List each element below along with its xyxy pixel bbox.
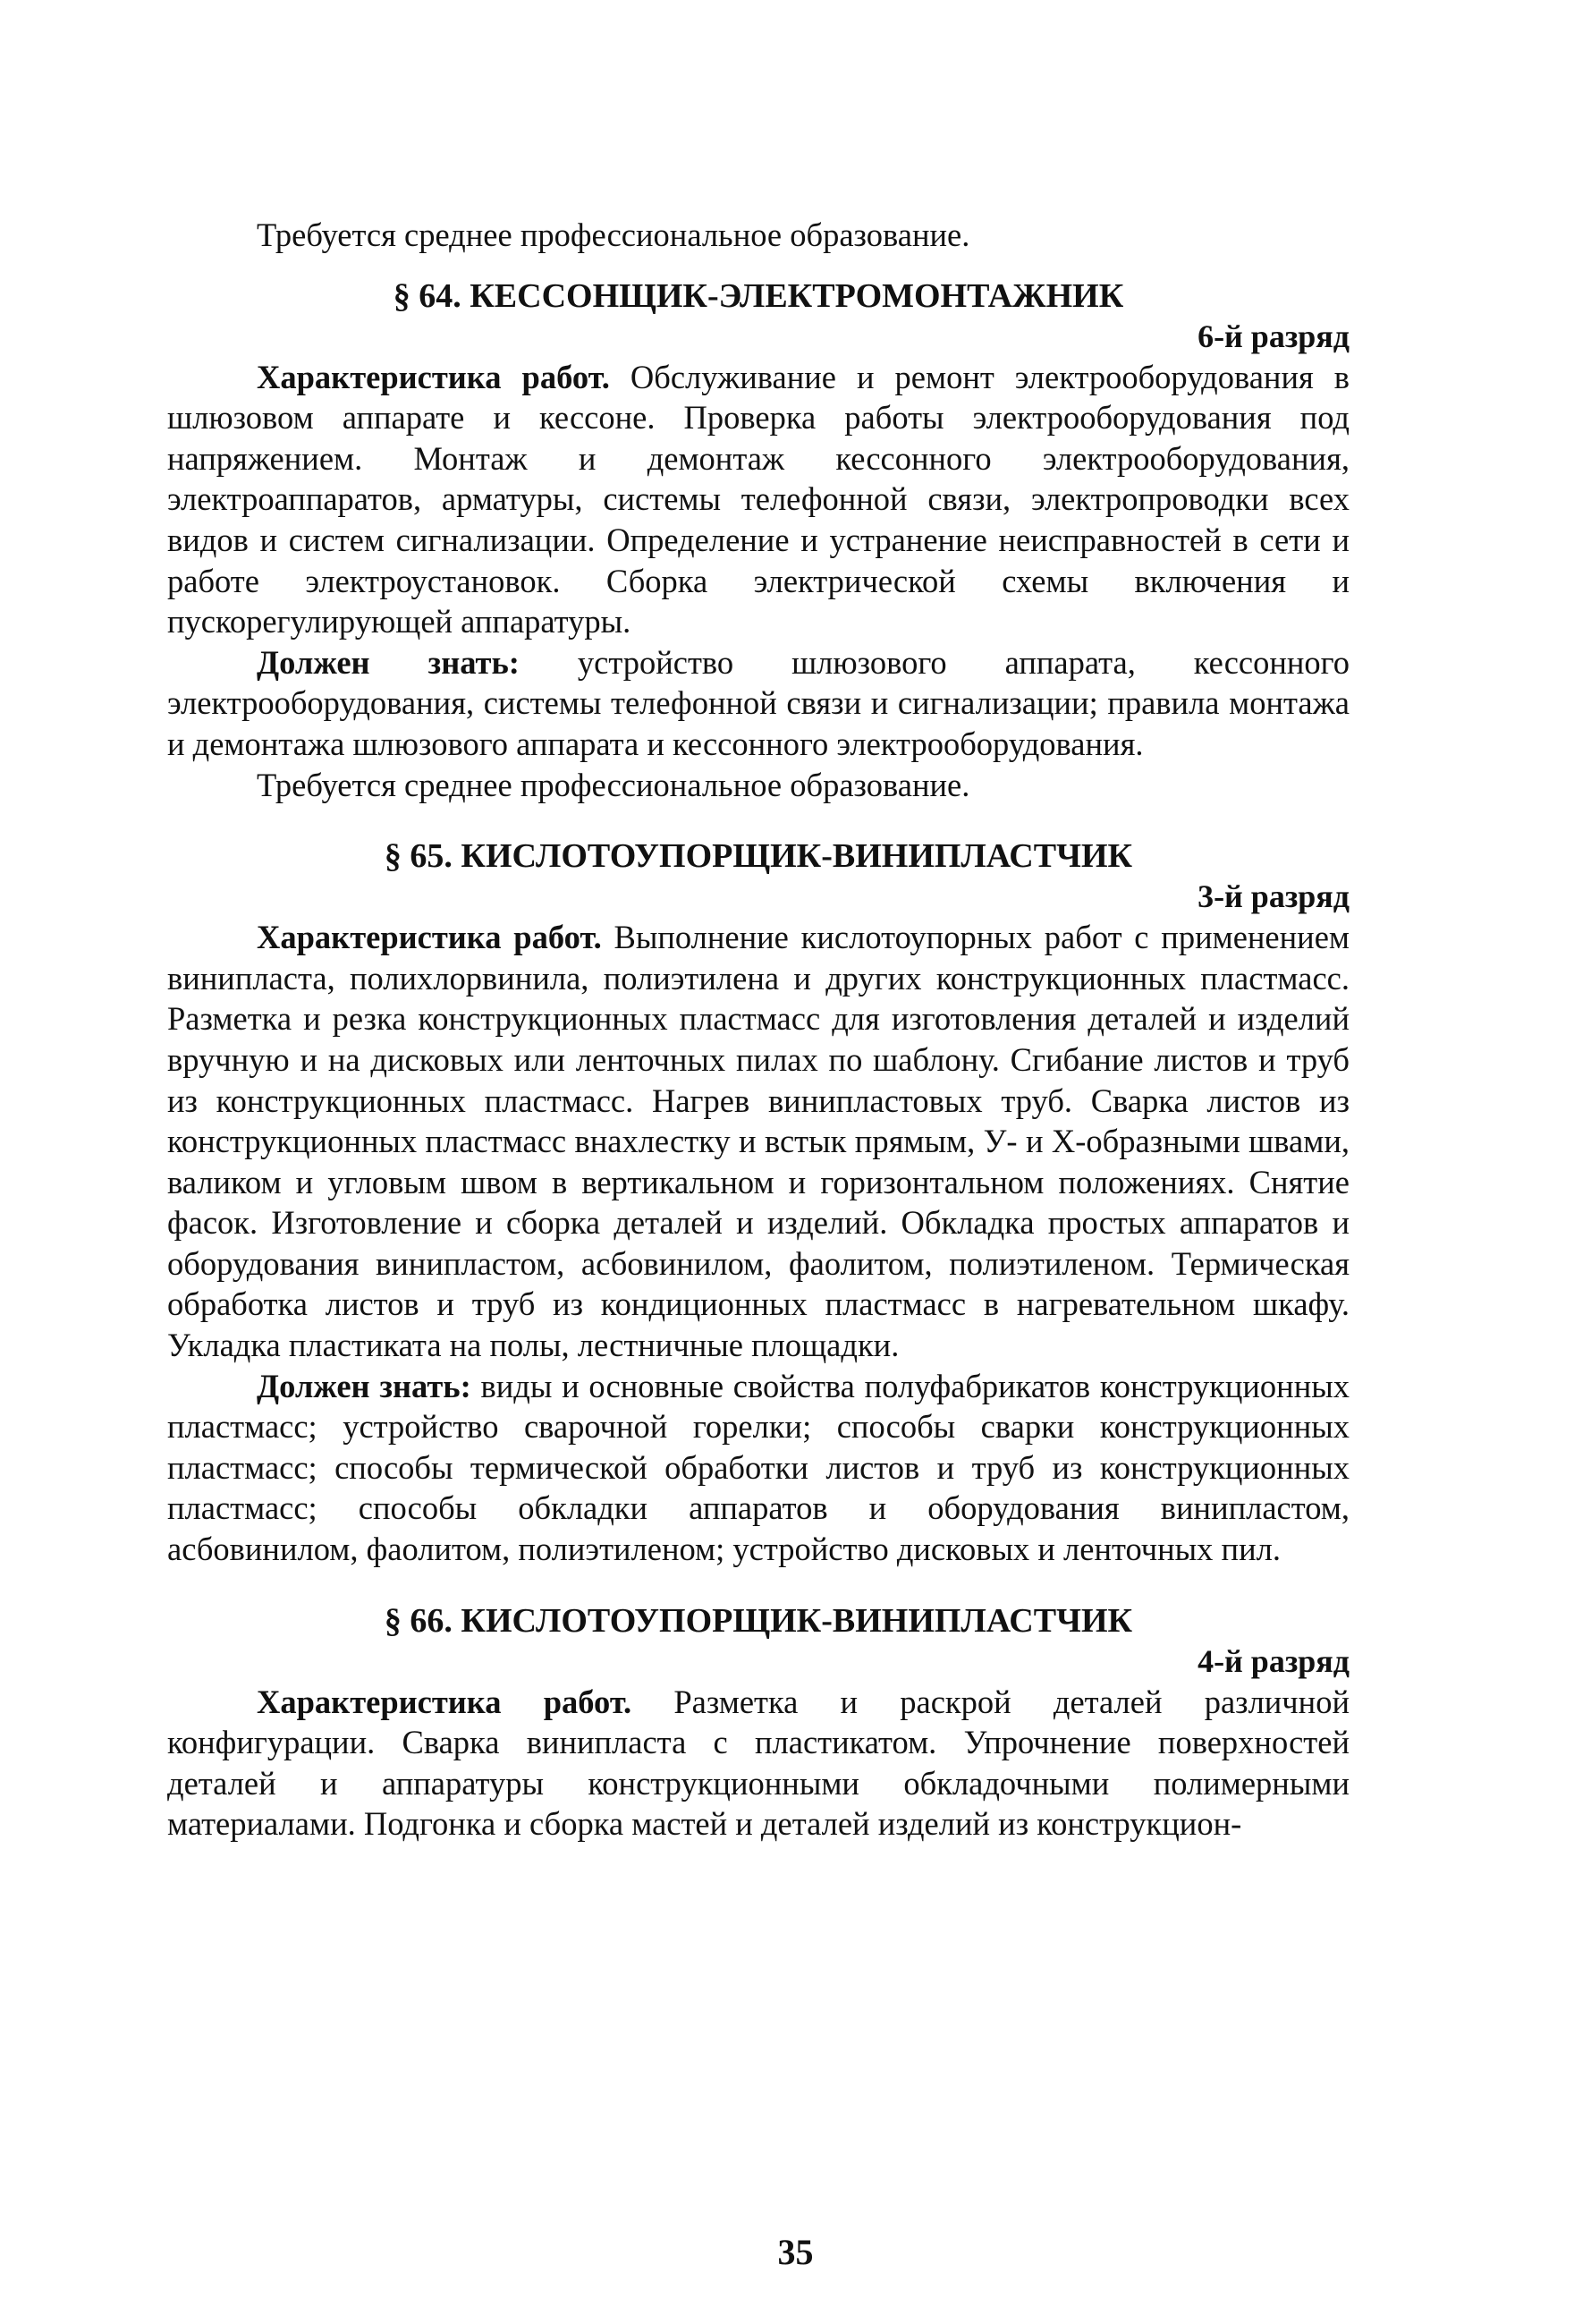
section-title: § 64. КЕССОНЩИК-ЭЛЕКТРОМОНТАЖНИК [393, 276, 1124, 315]
section-title: § 65. КИСЛОТОУПОРЩИК-ВИНИПЛАСТЧИК [384, 837, 1133, 876]
section-66 [167, 1600, 1350, 1845]
section-64 [167, 276, 1350, 806]
section-title: § 66. КИСЛОТОУПОРЩИК-ВИНИПЛАСТЧИК [384, 1601, 1133, 1640]
characteristics-label: Характеристика работ. [257, 358, 610, 395]
education-requirement: Требуется среднее профессиональное образование. [257, 766, 970, 803]
section-65 [167, 835, 1350, 1570]
must-know-label: Должен знать: [257, 1367, 471, 1404]
work-characteristics [167, 1682, 1350, 1845]
grade-label: 4-й разряд [1197, 1642, 1350, 1679]
intro-requirement: Требуется среднее профессиональное образование. [257, 216, 970, 253]
characteristics-label: Характеристика работ. [257, 919, 602, 956]
grade-label: 3-й разряд [1197, 878, 1350, 915]
must-know-text: устройство шлюзового аппарата, кессонного электрооборудования, системы телефонной связи и сигнализации; правила монтажа и демонтажа шлюзового аппарата и кессонного электрооборудования. [167, 643, 1350, 762]
must-know-text: виды и основные свойства полуфабрикатов конструкционных пластмасс; устройство сварочной горелки; способы сварки конструкционных пластмасс; способы термической обработки листов и труб из конструкционных пластмасс; способы обкладки аппаратов и оборудования винипластом, асбовинилом, фаолитом, полиэтиленом; устройство дисковых и ленточных пил. [167, 1367, 1350, 1568]
characteristics-text: Разметка и раскрой деталей различной конфигурации. Сварка винипласта с пластикатом. Упрочнение поверхностей деталей и аппаратуры конструкционными обкладочными полимерными материалами. Подгонка и сборка мастей и деталей изделий из конструкцион- [167, 1683, 1350, 1843]
grade-label: 6-й разряд [1197, 318, 1350, 354]
page-number: 35 [777, 2232, 814, 2272]
must-know [167, 1366, 1350, 1570]
work-characteristics [167, 917, 1350, 1366]
characteristics-text: Выполнение кислотоупорных работ с применением винипласта, полихлорвинила, полиэтилена и других конструкционных пластмасс. Разметка и резка конструкционных пластмасс для изготовления деталей и изделий вручную и на дисковых или ленточных пилах по шаблону. Сгибание листов и труб из конструкционных пластмасс. Нагрев винипластовых труб. Сварка листов из конструкционных пластмасс внахлестку и встык прямым, У- и Х-образными швами, валиком и угловым швом в вертикальном и горизонтальном положениях. Снятие фасок. Изготовление и сборка деталей и изделий. Обкладка простых аппаратов и оборудования винипластом, асбовинилом, фаолитом, полиэтиленом. Термическая обработка листов и труб из кондиционных пластмасс в нагревательном шкафу. Укладка пластиката на полы, лестничные площадки. [167, 919, 1350, 1364]
document-page [167, 215, 1350, 1845]
characteristics-label: Характеристика работ. [257, 1683, 632, 1720]
must-know [167, 642, 1350, 765]
characteristics-text: Обслуживание и ремонт электрооборудования в шлюзовом аппарате и кессоне. Проверка работы электрооборудования под напряжением. Монтаж и демонтаж кессонного электрооборудования, электроаппаратов, арматуры, системы телефонной связи, электропроводки всех видов и систем сигнализации. Определение и устранение неисправностей в сети и работе электроустановок. Сборка электрической схемы включения и пускорегулирующей аппаратуры. [167, 358, 1350, 640]
must-know-label: Должен знать: [257, 643, 520, 681]
work-characteristics [167, 357, 1350, 642]
